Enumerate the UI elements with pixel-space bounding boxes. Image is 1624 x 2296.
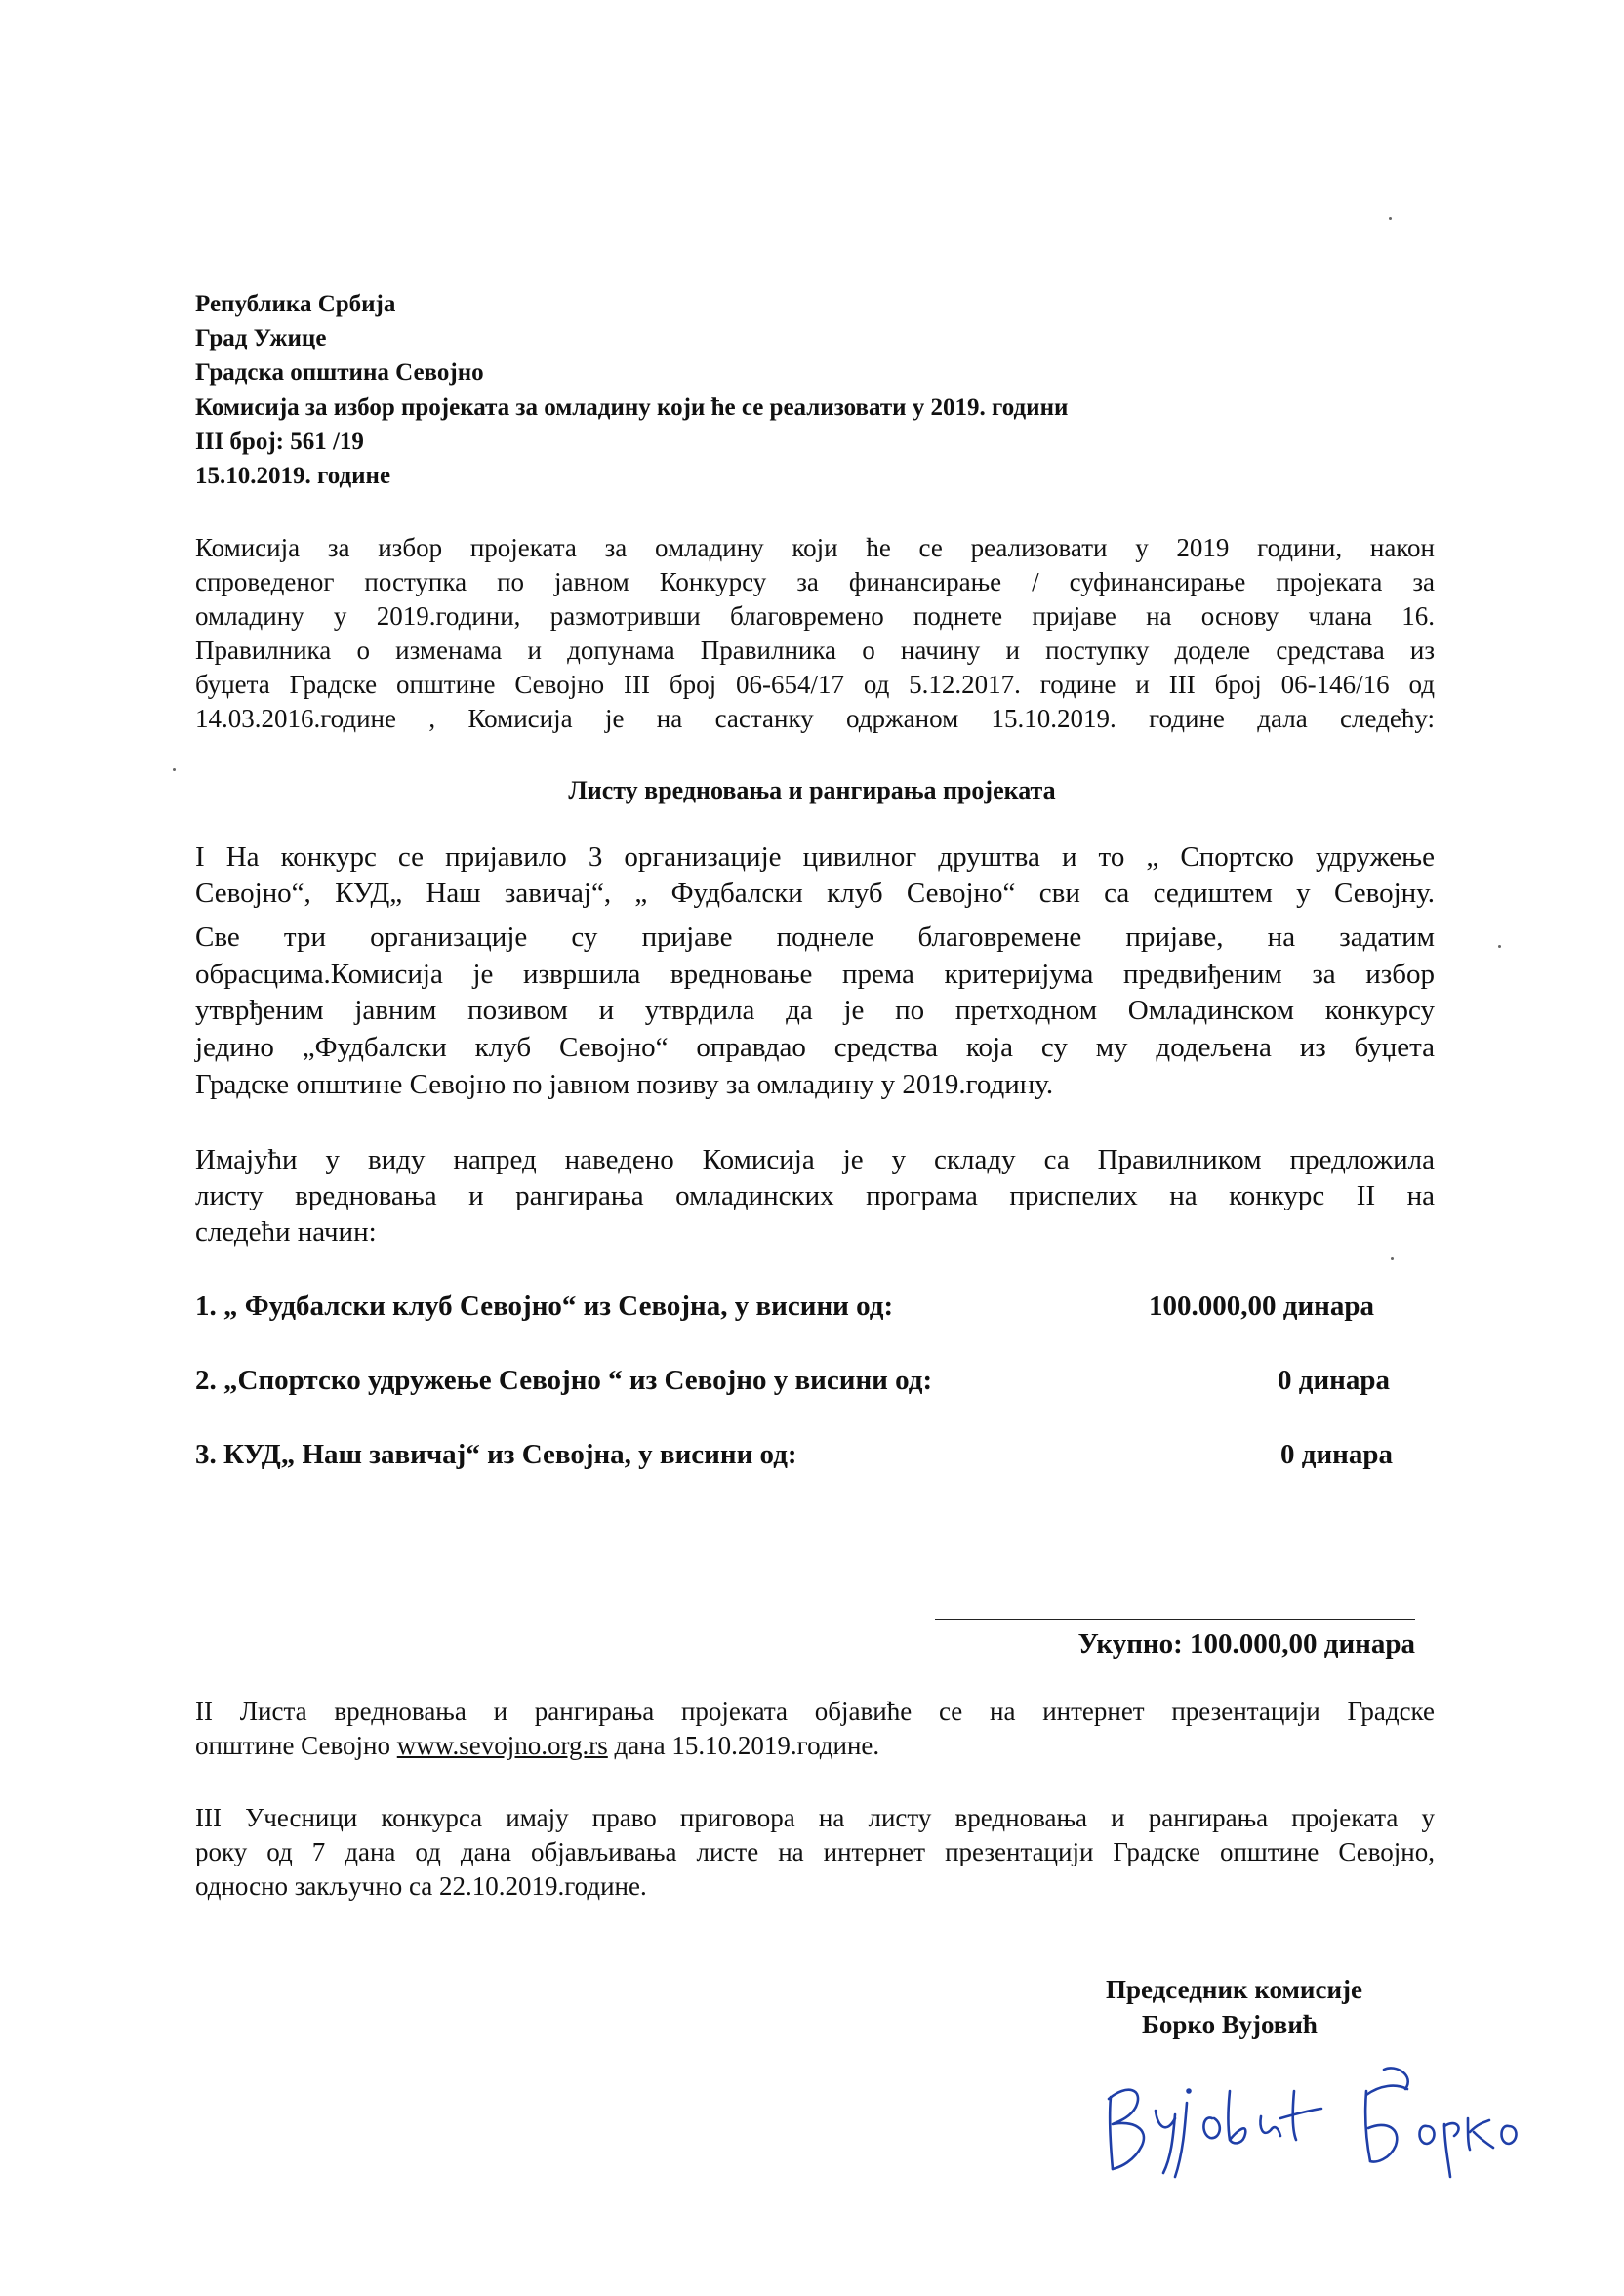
section-two-line: следећи начин: bbox=[195, 1216, 377, 1248]
ranking-item-amount: 0 динара bbox=[1280, 1439, 1393, 1470]
section-one-line: обрасцима.Комисија је извршила вредновање према критеријума предвиђеним за избор bbox=[195, 959, 1435, 990]
ranking-item-amount: 100.000,00 динара bbox=[1149, 1291, 1374, 1322]
ranking-item-label: 2. „Спортско удружење Севојно “ из Севојно у висини од: bbox=[195, 1365, 933, 1396]
handwritten-signature bbox=[1074, 1982, 1542, 2187]
header-commission: Комисија за избор пројеката за омладину који ће се реализовати у 2019. години bbox=[195, 394, 1069, 421]
intro-line: омладину у 2019.години, размотривши благовремено поднете пријаве на основу члана 16. bbox=[195, 601, 1435, 631]
ranking-item-label: 3. КУД„ Наш завичај“ из Севојна, у висини од: bbox=[195, 1439, 797, 1470]
ranking-item-amount: 0 динара bbox=[1278, 1365, 1390, 1396]
scan-speck bbox=[1498, 945, 1501, 948]
header-city: Град Ужице bbox=[195, 325, 327, 351]
objection-line: року од 7 дана од дана објављивања листе на интернет презентацији Градске општине Севојно, bbox=[195, 1837, 1435, 1866]
header-date: 15.10.2019. године bbox=[195, 463, 391, 489]
section-one-line: Севојно“, КУД„ Наш завичај“, „ Фудбалски клуб Севојно“ сви са седиштем у Севојну. bbox=[195, 878, 1435, 909]
publication-line: II Листа вредновања и рангирања пројеката објавиће се на интернет презентацији Градске bbox=[195, 1697, 1435, 1726]
total-amount: Укупно: 100.000,00 динара bbox=[1077, 1628, 1415, 1660]
intro-line: 14.03.2016.године , Комисија је на састанку одржаном 15.10.2019. године дала следећу: bbox=[195, 704, 1435, 733]
section-one-line: I На конкурс се пријавило 3 организације цивилног друштва и то „ Спортско удружење bbox=[195, 841, 1435, 873]
scan-speck bbox=[1391, 1257, 1394, 1260]
scan-speck bbox=[1389, 217, 1392, 220]
section-one-line: Градске општине Севојно по јавном позиву за омладину у 2019.годину. bbox=[195, 1069, 1054, 1100]
list-title: Листу вредновања и рангирања пројеката bbox=[568, 776, 1056, 804]
signature-role: Председник комисије bbox=[1106, 1975, 1362, 2004]
header-municipality: Градска општина Севојно bbox=[195, 359, 484, 386]
intro-line: Комисија за избор пројеката за омладину који ће се реализовати у 2019 години, након bbox=[195, 533, 1435, 562]
publication-line-date: дана 15.10.2019.године. bbox=[607, 1731, 880, 1760]
publication-line bbox=[195, 1731, 879, 1761]
section-two-line: Имајући у виду напред наведено Комисија је у складу са Правилником предложила bbox=[195, 1144, 1435, 1175]
website-link[interactable]: www.sevojno.org.rs bbox=[396, 1731, 608, 1760]
header-number: III број: 561 /19 bbox=[195, 429, 364, 455]
section-one-line: Све три организације су пријаве поднеле благовремене пријаве, на задатим bbox=[195, 922, 1435, 953]
publication-line-text: општине Севојно bbox=[195, 1731, 397, 1760]
section-one-line: једино „Фудбалски клуб Севојно“ оправдао средства која су му додељена из буџета bbox=[195, 1032, 1435, 1063]
objection-line: односно закључно са 22.10.2019.године. bbox=[195, 1871, 647, 1901]
section-two-line: листу вредновања и рангирања омладинских програма приспелих на конкурс II на bbox=[195, 1180, 1435, 1211]
objection-line: III Учесници конкурса имају право приговора на листу вредновања и рангирања пројеката у bbox=[195, 1803, 1435, 1832]
intro-line: Правилника о изменама и допунама Правилника о начину и поступку доделе средстава из bbox=[195, 636, 1435, 665]
header-country: Република Србија bbox=[195, 291, 396, 317]
section-one-line: утврђеним јавним позивом и утврдила да је по претходном Омладинском конкурсу bbox=[195, 995, 1435, 1026]
signature-name: Борко Вујовић bbox=[1142, 2010, 1318, 2039]
intro-line: буџета Градске општине Севојно III број 06-654/17 од 5.12.2017. године и III број 06-146/16 од bbox=[195, 670, 1435, 699]
total-divider bbox=[935, 1619, 1415, 1620]
intro-line: спроведеног поступка по јавном Конкурсу за финансирање / суфинансирање пројеката за bbox=[195, 567, 1435, 596]
scan-speck bbox=[173, 768, 176, 771]
ranking-item-label: 1. „ Фудбалски клуб Севојно“ из Севојна, у висини од: bbox=[195, 1291, 894, 1322]
